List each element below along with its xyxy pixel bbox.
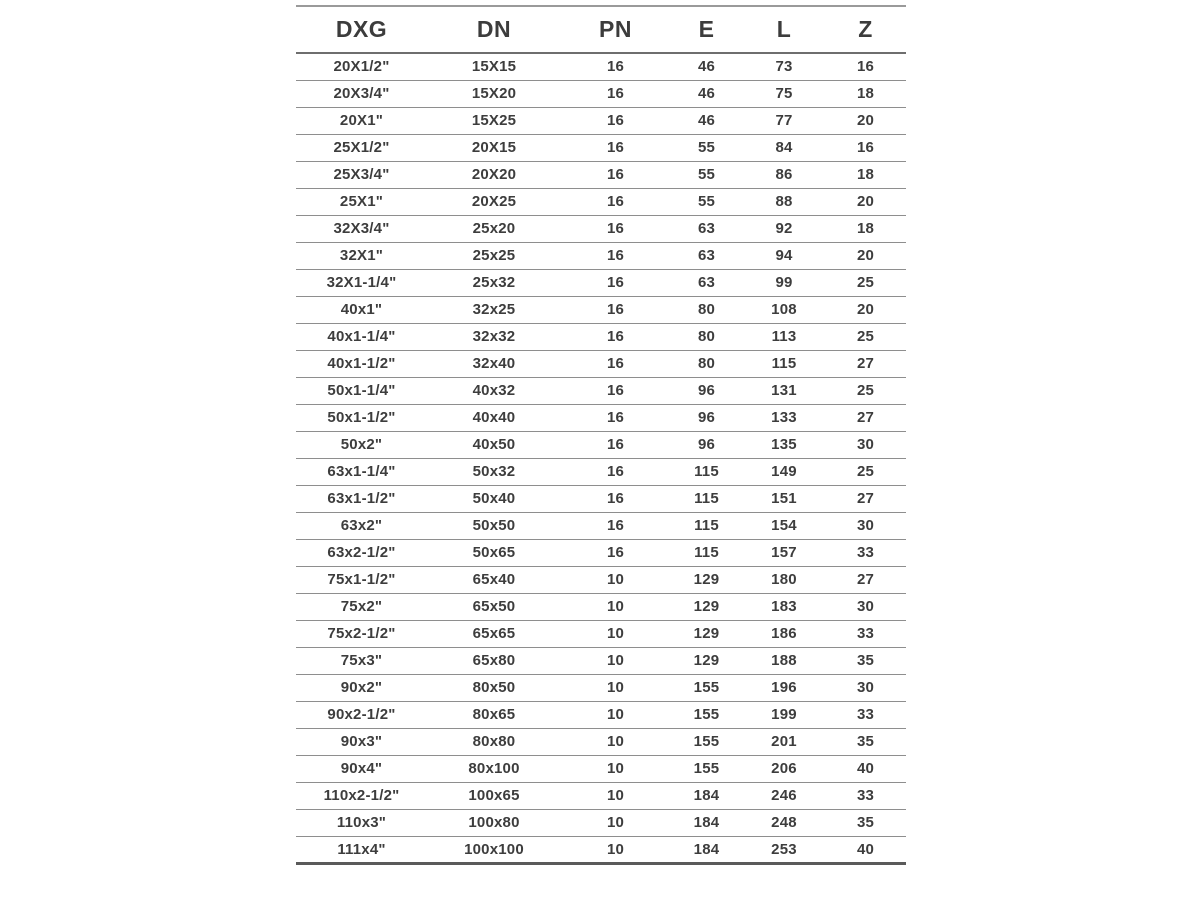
table-row [296,323,906,350]
table-row [296,647,906,674]
table-header [296,6,906,53]
cell-z: 20 [825,107,906,134]
cell-dn: 40x40 [427,404,561,431]
header-pn: PN [561,6,670,53]
cell-dn: 32x40 [427,350,561,377]
cell-pn: 16 [561,53,670,80]
cell-e: 115 [670,458,743,485]
cell-z: 16 [825,134,906,161]
cell-pn: 16 [561,80,670,107]
cell-dxg: 25X3/4" [296,161,427,188]
cell-dn: 100x100 [464,840,524,858]
table-row [296,188,906,215]
header-l: L [743,6,825,53]
cell-z: 25 [825,458,906,485]
cell-e: 155 [670,755,743,782]
cell-dxg: 50x2" [296,431,427,458]
table-body [296,53,906,863]
cell-e: 129 [670,566,743,593]
cell-l: 149 [743,458,825,485]
cell-l: 154 [743,512,825,539]
cell-z: 18 [825,80,906,107]
cell-dxg: 110x2-1/2" [296,782,427,809]
cell-e: 184 [670,782,743,809]
cell-e: 184 [670,809,743,836]
cell-e: 55 [670,134,743,161]
cell-dn: 80x100 [427,755,561,782]
cell-e: 63 [670,269,743,296]
cell-dxg: 32X3/4" [296,215,427,242]
cell-l: 108 [743,296,825,323]
table-row [296,728,906,755]
spec-table-container [296,5,906,865]
cell-pn: 16 [561,377,670,404]
cell-l: 92 [743,215,825,242]
cell-z: 30 [825,593,906,620]
cell-z: 33 [825,701,906,728]
table-row [296,350,906,377]
cell-dn: 50x32 [427,458,561,485]
cell-pn: 16 [561,296,670,323]
cell-pn: 16 [561,188,670,215]
cell-z: 35 [825,728,906,755]
table-row [296,269,906,296]
cell-l: 77 [743,107,825,134]
cell-dn: 15X25 [427,107,561,134]
cell-z: 20 [825,242,906,269]
cell-dn: 20X20 [427,161,561,188]
cell-dxg: 75x2-1/2" [296,620,427,647]
cell-dxg: 40x1" [296,296,427,323]
table-row [296,215,906,242]
cell-l: 248 [743,809,825,836]
table-row [296,782,906,809]
cell-dn: 15X15 [427,53,561,80]
table-row [296,512,906,539]
cell-l: 133 [743,404,825,431]
cell-dn: 40x32 [427,377,561,404]
cell-z: 33 [825,620,906,647]
cell-z: 33 [825,782,906,809]
table-row [296,161,906,188]
cell-z: 18 [825,215,906,242]
cell-dxg: 63x1-1/4" [296,458,427,485]
cell-e: 115 [670,485,743,512]
cell-pn: 16 [561,107,670,134]
cell-e: 129 [670,593,743,620]
cell-z: 35 [825,647,906,674]
table-row [296,80,906,107]
table-row [296,755,906,782]
cell-e: 46 [670,80,743,107]
cell-dn: 25x20 [427,215,561,242]
cell-e: 129 [670,647,743,674]
table-row [296,566,906,593]
cell-l: 99 [743,269,825,296]
cell-dxg: 75x1-1/2" [296,566,427,593]
cell-l: 253 [771,840,797,858]
cell-l: 94 [743,242,825,269]
table-row [296,620,906,647]
cell-pn: 16 [561,161,670,188]
cell-pn: 16 [561,431,670,458]
dimension-spec-table [296,5,906,865]
table-row [296,539,906,566]
cell-dxg: 25X1/2" [296,134,427,161]
cell-dn: 32x25 [427,296,561,323]
cell-pn: 10 [561,647,670,674]
cell-pn: 10 [561,701,670,728]
cell-z: 40 [856,840,875,858]
cell-e: 96 [670,377,743,404]
cell-z: 20 [825,296,906,323]
table-row [296,53,906,80]
cell-l: 201 [743,728,825,755]
cell-dxg: 50x1-1/4" [296,377,427,404]
cell-dn: 20X15 [427,134,561,161]
cell-l: 135 [743,431,825,458]
cell-dxg: 63x2" [296,512,427,539]
cell-l: 180 [743,566,825,593]
cell-dn: 100x65 [427,782,561,809]
cell-e: 46 [670,53,743,80]
cell-z: 25 [825,323,906,350]
cell-pn: 10 [561,809,670,836]
cell-dxg: 40x1-1/4" [296,323,427,350]
cell-dn: 15X20 [427,80,561,107]
cell-pn: 16 [561,242,670,269]
table-row [296,431,906,458]
cell-z: 30 [825,431,906,458]
cell-pn: 16 [561,458,670,485]
cell-e: 96 [670,404,743,431]
cell-pn: 10 [561,782,670,809]
table-row [296,674,906,701]
cell-pn: 10 [606,840,625,858]
cell-l: 199 [743,701,825,728]
cell-z: 40 [825,755,906,782]
cell-pn: 10 [561,593,670,620]
cell-e: 96 [670,431,743,458]
cell-z: 25 [825,377,906,404]
cell-z: 30 [825,512,906,539]
cell-pn: 16 [561,215,670,242]
cell-l: 188 [743,647,825,674]
table-row [296,593,906,620]
cell-e: 115 [670,512,743,539]
cell-dxg: 40x1-1/2" [296,350,427,377]
cell-dxg: 50x1-1/2" [296,404,427,431]
cell-dxg: 110x3" [296,809,427,836]
cell-z: 27 [825,404,906,431]
header-row [296,6,906,53]
cell-dn: 65x65 [427,620,561,647]
cell-pn: 10 [561,566,670,593]
cell-pn: 16 [561,350,670,377]
header-e: E [670,6,743,53]
cell-dxg: 32X1-1/4" [296,269,427,296]
cell-e: 55 [670,161,743,188]
cell-dn: 40x50 [427,431,561,458]
cell-dxg: 32X1" [296,242,427,269]
cell-e: 184 [693,840,720,858]
cell-pn: 16 [561,134,670,161]
cell-pn: 16 [561,269,670,296]
cell-l: 88 [743,188,825,215]
cell-pn: 16 [561,485,670,512]
cell-dxg: 90x3" [296,728,427,755]
cell-dxg: 20X1" [296,107,427,134]
cell-e: 80 [670,296,743,323]
cell-z: 33 [825,539,906,566]
table-row [296,809,906,836]
cell-dxg: 90x2" [296,674,427,701]
cell-e: 115 [670,539,743,566]
cell-l: 196 [743,674,825,701]
cell-z: 27 [825,485,906,512]
cell-dn: 25x32 [427,269,561,296]
cell-dxg: 63x1-1/2" [296,485,427,512]
cell-e: 63 [670,242,743,269]
cell-l: 73 [743,53,825,80]
cell-l: 84 [743,134,825,161]
table-row [296,836,906,863]
cell-dxg: 75x3" [296,647,427,674]
cell-z: 20 [825,188,906,215]
cell-dn: 25x25 [427,242,561,269]
table-row [296,242,906,269]
cell-e: 129 [670,620,743,647]
table-row [296,458,906,485]
cell-pn: 10 [561,620,670,647]
cell-z: 27 [825,566,906,593]
table-row [296,134,906,161]
cell-l: 75 [743,80,825,107]
cell-z: 35 [825,809,906,836]
cell-l: 151 [743,485,825,512]
cell-l: 113 [743,323,825,350]
cell-l: 246 [743,782,825,809]
cell-e: 155 [670,701,743,728]
cell-dn: 50x65 [427,539,561,566]
cell-dxg: 63x2-1/2" [296,539,427,566]
cell-dxg: 90x2-1/2" [296,701,427,728]
cell-e: 155 [670,674,743,701]
cell-l: 186 [743,620,825,647]
header-dxg: DXG [296,6,427,53]
cell-pn: 16 [561,539,670,566]
cell-l: 86 [743,161,825,188]
cell-pn: 16 [561,323,670,350]
cell-dn: 50x50 [427,512,561,539]
cell-dn: 100x80 [427,809,561,836]
cell-e: 63 [670,215,743,242]
cell-dxg: 90x4" [296,755,427,782]
cell-dn: 50x40 [427,485,561,512]
cell-e: 80 [670,350,743,377]
cell-z: 27 [825,350,906,377]
cell-z: 18 [825,161,906,188]
cell-dn: 80x65 [427,701,561,728]
cell-dn: 80x50 [427,674,561,701]
header-dn: DN [427,6,561,53]
cell-e: 55 [670,188,743,215]
cell-l: 115 [743,350,825,377]
cell-l: 206 [743,755,825,782]
cell-l: 183 [743,593,825,620]
cell-dxg: 20X3/4" [296,80,427,107]
cell-pn: 10 [561,728,670,755]
cell-e: 155 [670,728,743,755]
table-row [296,107,906,134]
table-row [296,296,906,323]
cell-dxg: 111x4" [337,840,386,858]
cell-dxg: 75x2" [296,593,427,620]
cell-e: 80 [670,323,743,350]
cell-z: 30 [825,674,906,701]
header-z: Z [825,6,906,53]
cell-dn: 65x50 [427,593,561,620]
cell-dxg: 25X1" [296,188,427,215]
cell-dn: 65x80 [427,647,561,674]
cell-pn: 10 [561,755,670,782]
table-row [296,404,906,431]
cell-l: 131 [743,377,825,404]
cell-l: 157 [743,539,825,566]
cell-dn: 65x40 [427,566,561,593]
cell-dn: 20X25 [427,188,561,215]
cell-z: 16 [825,53,906,80]
cell-z: 25 [825,269,906,296]
table-row [296,701,906,728]
cell-pn: 16 [561,512,670,539]
cell-pn: 10 [561,674,670,701]
cell-dn: 80x80 [427,728,561,755]
table-row [296,485,906,512]
cell-e: 46 [670,107,743,134]
table-row [296,377,906,404]
cell-dxg: 20X1/2" [296,53,427,80]
cell-pn: 16 [561,404,670,431]
cell-dn: 32x32 [427,323,561,350]
